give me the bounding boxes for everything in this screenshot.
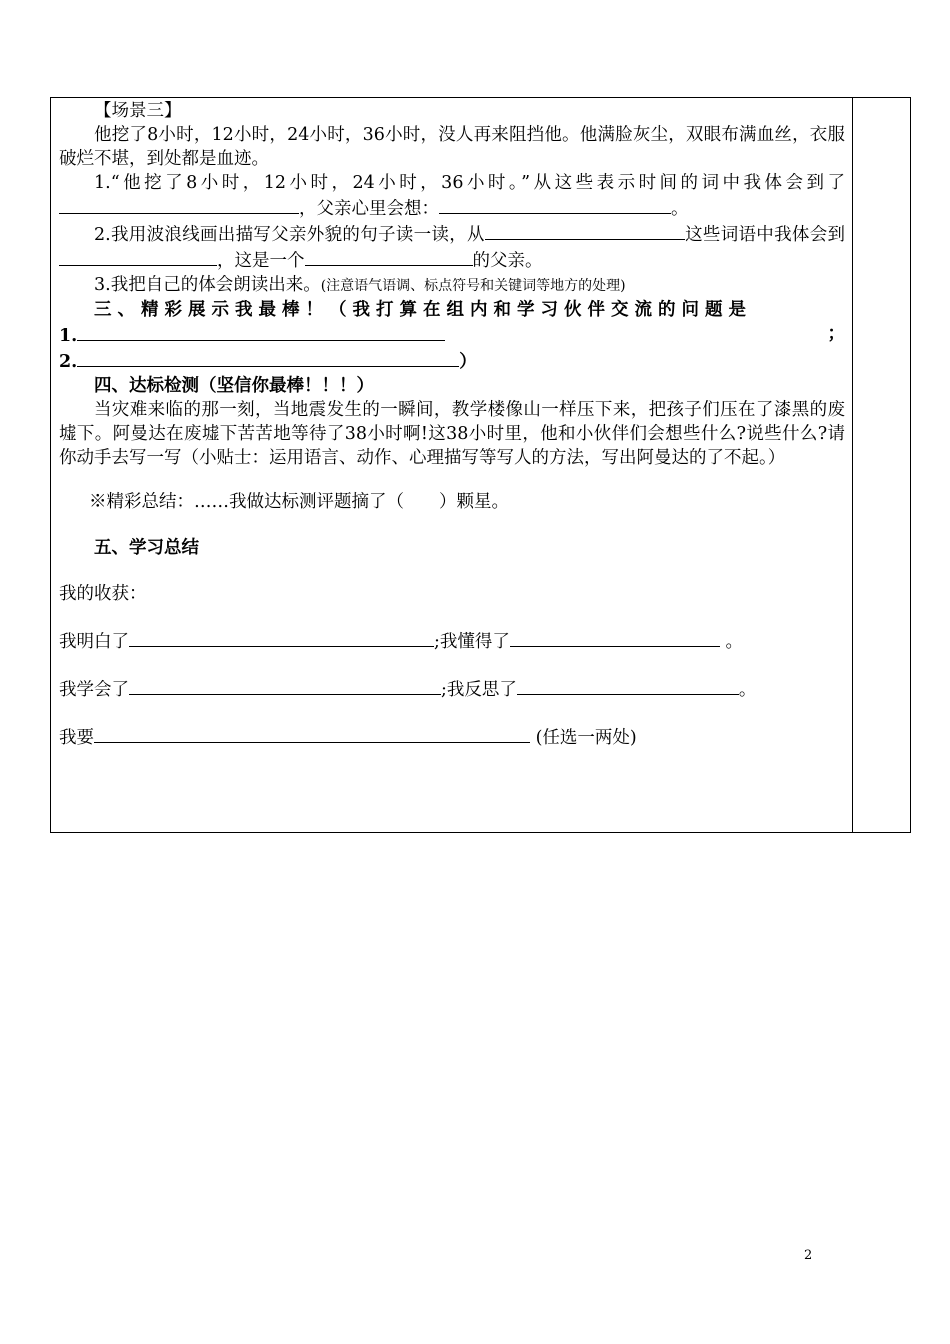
item-1-end: ； bbox=[827, 324, 845, 344]
learned-2-blank-2[interactable] bbox=[517, 676, 739, 695]
harvest-label: 我的收获： bbox=[59, 584, 147, 604]
q1-text-c: 。 bbox=[671, 199, 689, 219]
table-column-divider bbox=[852, 97, 853, 833]
q2-text-c: ，这是一个 bbox=[217, 251, 305, 271]
item-2-end: ） bbox=[459, 352, 477, 372]
section-5-title: 五、学习总结 bbox=[94, 538, 199, 558]
q2-blank-3[interactable] bbox=[305, 247, 473, 266]
learned-line-2 bbox=[59, 676, 845, 702]
learned-2-text-b: ;我反思了 bbox=[441, 680, 517, 700]
q1-blank-2[interactable] bbox=[439, 195, 671, 214]
question-1 bbox=[59, 171, 845, 221]
q1-blank-1[interactable] bbox=[59, 195, 299, 214]
item-2-blank[interactable] bbox=[77, 348, 459, 367]
section-4-title: 四、达标检测（坚信你最棒！！！） bbox=[94, 376, 374, 396]
learned-1-blank-2[interactable] bbox=[510, 628, 720, 647]
q2-text-d: 的父亲。 bbox=[472, 251, 543, 271]
want-line bbox=[59, 724, 845, 750]
scene-header: 【场景三】 bbox=[94, 101, 182, 121]
learned-2-text-c: 。 bbox=[738, 680, 757, 700]
learned-2-blank-1[interactable] bbox=[129, 676, 441, 695]
want-blank[interactable] bbox=[94, 724, 530, 743]
item-2-label: 2. bbox=[59, 352, 78, 372]
item-1-blank[interactable] bbox=[77, 322, 445, 341]
want-text-a: 我要 bbox=[59, 728, 94, 748]
q2-blank-1[interactable] bbox=[485, 221, 685, 240]
q2-text-b: 这些词语中我体会到 bbox=[684, 225, 845, 245]
q1-text-b: ，父亲心里会想： bbox=[299, 199, 439, 219]
q1-text-a: 1.“他挖了8小时，12小时，24小时，36小时。”从这些表示时间的词中我体会到了 bbox=[94, 173, 845, 193]
share-item-1 bbox=[59, 322, 845, 348]
learned-1-text-a: 我明白了 bbox=[59, 632, 129, 652]
learned-1-text-c: 。 bbox=[719, 632, 743, 652]
q2-blank-2[interactable] bbox=[59, 247, 217, 266]
scene-text: 他挖了8小时，12小时，24小时，36小时，没人再来阻挡他。他满脸灰尘，双眼布满血丝，衣服破烂不堪，到处都是血迹。 bbox=[59, 125, 845, 169]
summary-line: ※精彩总结：……我做达标测评题摘了（ ）颗星。 bbox=[89, 492, 509, 512]
q2-text-a: 2.我用波浪线画出描写父亲外貌的句子读一读，从 bbox=[94, 225, 485, 245]
q3-note: (注意语气语调、标点符号和关键词等地方的处理) bbox=[320, 278, 626, 294]
section-4-text: 当灾难来临的那一刻，当地震发生的一瞬间，教学楼像山一样压下来，把孩子们压在了漆黑的废墟下。阿曼达在废墟下苦苦地等待了38小时啊!这38小时里，他和小伙伴们会想些什么?说些什么?请你动手去写一写（小贴士：运用语言、动作、心理描写等写人的方法，写出阿曼达的了不起。） bbox=[59, 400, 845, 468]
page-number: 2 bbox=[804, 1248, 813, 1263]
want-text-b: (任选一两处) bbox=[530, 728, 637, 748]
learned-line-1 bbox=[59, 628, 845, 654]
learned-1-text-b: ;我懂得了 bbox=[434, 632, 510, 652]
section-3-title: 三、精彩展示我最棒！（我打算在组内和学习伙伴交流的问题是 bbox=[94, 300, 752, 320]
learned-1-blank-1[interactable] bbox=[129, 628, 434, 647]
question-2 bbox=[59, 221, 845, 273]
worksheet-content bbox=[59, 99, 845, 750]
share-item-2 bbox=[59, 348, 845, 374]
question-3 bbox=[59, 273, 845, 298]
q3-text: 3.我把自己的体会朗读出来。 bbox=[94, 275, 321, 295]
item-1-label: 1. bbox=[59, 326, 78, 346]
learned-2-text-a: 我学会了 bbox=[59, 680, 129, 700]
